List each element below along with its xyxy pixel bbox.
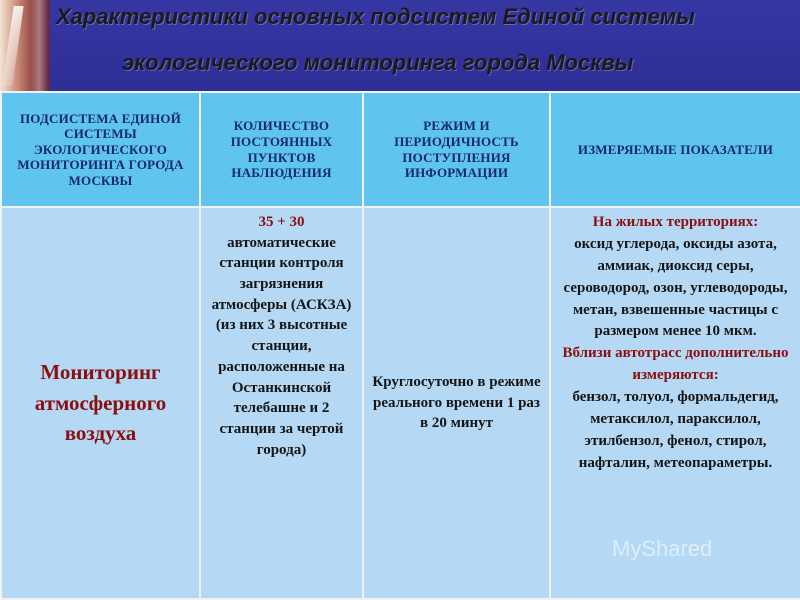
cell-mode: Круглосуточно в режиме реального времени 1 раз в 20 минут <box>363 207 550 599</box>
subsystems-table <box>0 91 800 600</box>
residential-label: На жилых территориях: <box>592 214 759 230</box>
highway-indicators: бензол, толуол, формальдегид, метаксилол, параксилол, этилбензол, фенол, стирол, нафталин, метеопараметры. <box>572 389 779 471</box>
table-header-row <box>1 92 800 207</box>
slide-header <box>0 0 800 91</box>
cell-points-count <box>200 207 363 599</box>
title-line-2: экологического мониторинга города Москвы <box>122 50 634 75</box>
column-header-subsystem: ПОДСИСТЕМА ЕДИНОЙ СИСТЕМЫ ЭКОЛОГИЧЕСКОГО МОНИТОРИНГА ГОРОДА МОСКВЫ <box>1 92 200 207</box>
points-count-value: 35 + 30 <box>258 214 305 230</box>
flask-rim <box>30 0 48 91</box>
residential-indicators: оксид углерода, оксиды азота, аммиак, диоксид серы, сероводород, озон, углеводороды, метан, взвешенные частицы с размером менее 10 мкм. <box>563 235 788 340</box>
highway-label: Вблизи автотрасс дополнительно измеряются: <box>562 345 789 384</box>
slide-title <box>50 0 800 91</box>
flask-highlight <box>2 6 23 86</box>
column-header-points-count: КОЛИЧЕСТВО ПОСТОЯННЫХ ПУНКТОВ НАБЛЮДЕНИЯ <box>200 92 363 207</box>
column-header-mode: РЕЖИМ И ПЕРИОДИЧНОСТЬ ПОСТУПЛЕНИЯ ИНФОРМАЦИИ <box>363 92 550 207</box>
points-count-description: автоматические станции контроля загрязнения атмосферы (АСКЗА) (из них 3 высотные станции, расположенные на Останкинской телебашне и 2 станции за чертой города) <box>211 234 352 458</box>
flask-image <box>0 0 50 91</box>
watermark-logo: MyShared <box>612 536 713 561</box>
title-line-1: Характеристики основных подсистем Единой системы <box>56 4 695 29</box>
column-header-indicators: ИЗМЕРЯЕМЫЕ ПОКАЗАТЕЛИ <box>550 92 800 207</box>
cell-subsystem: Мониторинг атмосферного воздуха <box>1 207 200 599</box>
